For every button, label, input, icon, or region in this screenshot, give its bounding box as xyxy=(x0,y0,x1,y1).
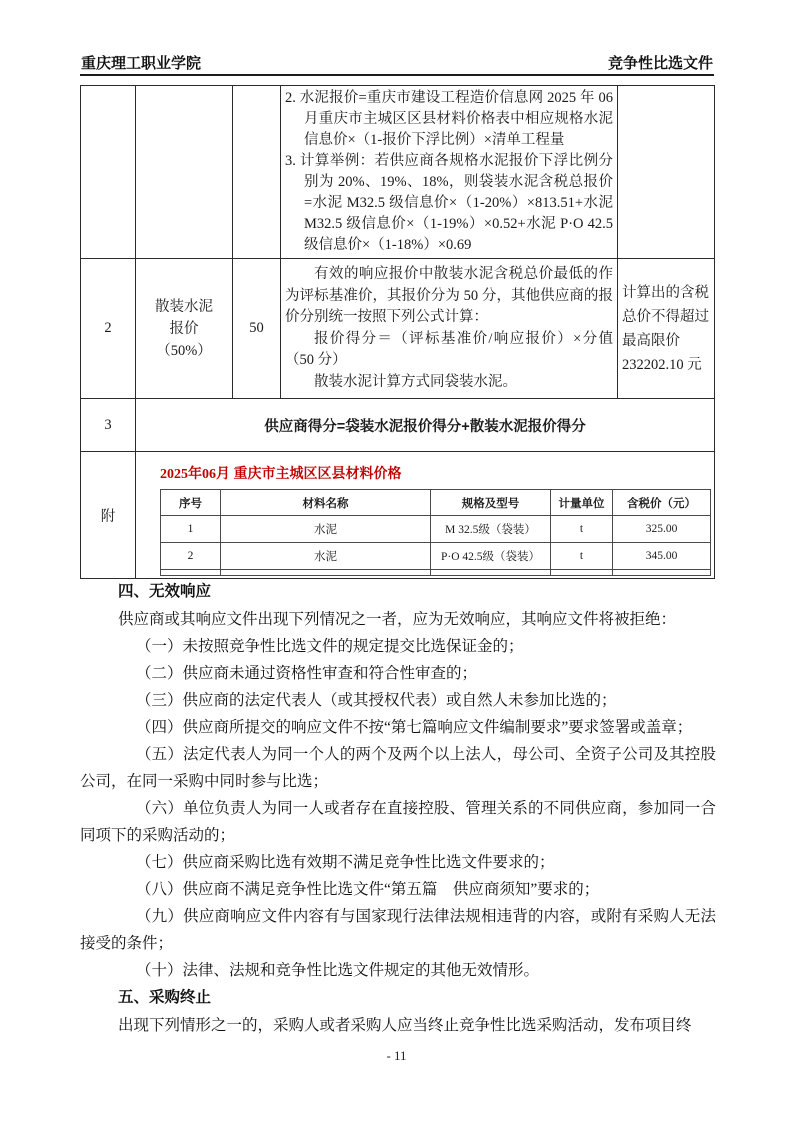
section-heading-invalid-response: 四、无效响应 xyxy=(118,583,212,600)
invalid-response-item: （五）法定代表人为同一个人的两个及两个以上法人，母公司、全资子公司及其控股公司，在同一采购中同时参与比选； xyxy=(80,746,716,790)
material-row xyxy=(161,543,711,570)
score-cell: 50 xyxy=(233,259,281,399)
appendix-cell xyxy=(136,452,715,579)
criteria-name-line: 散装水泥 xyxy=(155,298,213,315)
criteria-name-cell xyxy=(136,86,233,259)
desc-paragraph: 散装水泥计算方式同袋装水泥。 xyxy=(314,373,517,390)
row-index-cell xyxy=(81,86,136,259)
criteria-name-line: （50%） xyxy=(156,342,212,359)
invalid-response-item: （十）法律、法规和竞争性比选文件规定的其他无效情形。 xyxy=(136,962,540,979)
material-spec: M 32.5级（袋装） xyxy=(431,516,551,543)
body-text xyxy=(80,578,716,1039)
col-header: 材料名称 xyxy=(221,490,431,516)
desc-item: 3. 计算举例：若供应商各规格水泥报价下浮比例分别为 20%、19%、18%，则袋装水泥含税总报价=水泥 M32.5 级信息价×（1-20%）×813.51+水泥 M32.5 级信息价×（1-19%）×0.52+水泥 P·O 42.5 级信息价×（1-18%）×0.69 xyxy=(285,153,613,253)
invalid-response-item: （一）未按照竞争性比选文件的规定提交比选保证金的； xyxy=(136,638,524,655)
material-seq: 1 xyxy=(161,516,221,543)
score-table xyxy=(80,85,715,579)
note-cell: 计算出的含税总价不得超过最高限价 232202.10 元 xyxy=(618,259,715,399)
criteria-desc-cell xyxy=(281,259,618,399)
criteria-name-cell xyxy=(136,259,233,399)
row-index-cell: 附 xyxy=(81,452,136,579)
termination-intro: 出现下列情形之一的，采购人或者采购人应当终止竞争性比选采购活动，发布项目终 xyxy=(118,1017,692,1034)
invalid-response-item: （七）供应商采购比选有效期不满足竞争性比选文件要求的； xyxy=(136,854,555,871)
invalid-response-item: （三）供应商的法定代表人（或其授权代表）或自然人未参加比选的； xyxy=(136,692,617,709)
material-row-partial xyxy=(161,570,711,576)
table-row xyxy=(81,259,715,399)
section-heading-termination: 五、采购终止 xyxy=(118,989,212,1006)
material-name: 水泥 xyxy=(221,516,431,543)
invalid-response-item: （九）供应商响应文件内容有与国家现行法律法规相违背的内容，或附有采购人无法接受的条件； xyxy=(80,908,716,952)
invalid-response-intro: 供应商或其响应文件出现下列情况之一者，应为无效响应，其响应文件将被拒绝： xyxy=(118,611,677,628)
col-header: 含税价（元） xyxy=(613,490,711,516)
col-header: 计量单位 xyxy=(551,490,613,516)
invalid-response-item: （二）供应商未通过资格性审查和符合性审查的； xyxy=(136,665,478,682)
material-unit: t xyxy=(551,543,613,570)
table-row xyxy=(81,86,715,259)
material-price-table xyxy=(160,489,711,576)
material-name: 水泥 xyxy=(221,543,431,570)
material-table-header-row xyxy=(161,490,711,516)
header-doc-title: 竞争性比选文件 xyxy=(607,55,713,72)
desc-paragraph: 报价得分＝（评标基准价/响应报价）×分值（50 分） xyxy=(285,330,613,368)
table-row xyxy=(81,399,715,452)
material-unit: t xyxy=(551,516,613,543)
material-price: 325.00 xyxy=(613,516,711,543)
supplier-score-formula: 供应商得分=袋装水泥报价得分+散装水泥报价得分 xyxy=(136,399,715,452)
criteria-name-line: 报价 xyxy=(169,320,199,337)
material-price: 345.00 xyxy=(613,543,711,570)
material-spec: P·O 42.5级（袋装） xyxy=(431,543,551,570)
invalid-response-item: （四）供应商所提交的响应文件不按“第七篇响应文件编制要求”要求签署或盖章； xyxy=(136,719,693,736)
desc-item: 2. 水泥报价=重庆市建设工程造价信息网 2025 年 06 月重庆市主城区区县材料价格表中相应规格水泥信息价×（1-报价下浮比例）×清单工程量 xyxy=(285,90,613,148)
material-seq: 2 xyxy=(161,543,221,570)
desc-paragraph: 有效的响应报价中散装水泥含税总价最低的作为评标基准价，其报价分为 50 分，其他供应商的报价分别统一按照下列公式计算： xyxy=(285,266,613,325)
criteria-desc-cell xyxy=(281,86,618,259)
row-index-cell: 2 xyxy=(81,259,136,399)
material-row xyxy=(161,516,711,543)
note-cell xyxy=(618,86,715,259)
col-header: 规格及型号 xyxy=(431,490,551,516)
page-number: - 11 xyxy=(386,1048,407,1063)
invalid-response-item: （六）单位负责人为同一人或者存在直接控股、管理关系的不同供应商，参加同一合同项下的采购活动的； xyxy=(80,800,716,844)
table-row xyxy=(81,452,715,579)
score-cell xyxy=(233,86,281,259)
price-list-title: 2025年06月 重庆市主城区区县材料价格 xyxy=(160,467,402,482)
header-org-name: 重庆理工职业学院 xyxy=(81,55,202,72)
invalid-response-item: （八）供应商不满足竞争性比选文件“第五篇 供应商须知”要求的； xyxy=(136,881,600,898)
col-header: 序号 xyxy=(161,490,221,516)
row-index-cell: 3 xyxy=(81,399,136,452)
header-rule xyxy=(80,74,714,76)
